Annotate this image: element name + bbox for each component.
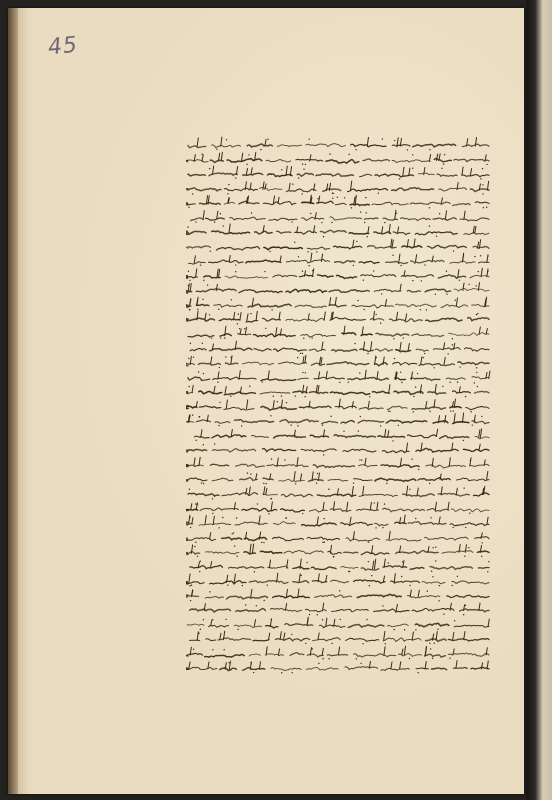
manuscript-line	[186, 616, 491, 631]
manuscript-line	[186, 310, 491, 325]
manuscript-line	[186, 529, 491, 544]
manuscript-line	[186, 369, 491, 384]
manuscript-line	[186, 151, 491, 166]
manuscript-line	[186, 601, 491, 616]
manuscript-line	[186, 412, 491, 427]
manuscript-line	[186, 325, 491, 340]
facing-page-edge	[526, 0, 552, 800]
manuscript-page	[8, 8, 524, 794]
manuscript-line	[186, 485, 491, 500]
manuscript-line	[186, 572, 491, 587]
manuscript-line	[186, 398, 491, 413]
handwritten-text-block	[186, 136, 491, 674]
manuscript-line	[186, 223, 491, 238]
manuscript-line	[186, 267, 491, 282]
manuscript-line	[186, 136, 491, 151]
manuscript-line	[186, 659, 491, 674]
manuscript-line	[186, 645, 491, 660]
manuscript-line	[186, 500, 491, 515]
manuscript-line	[186, 252, 491, 267]
manuscript-line	[186, 354, 491, 369]
manuscript-line	[186, 543, 491, 558]
manuscript-line	[186, 165, 491, 180]
manuscript-line	[186, 209, 491, 224]
manuscript-line	[186, 456, 491, 471]
manuscript-line	[186, 180, 491, 195]
binding-gutter	[8, 8, 18, 794]
folio-number: 45	[46, 32, 80, 61]
manuscript-line	[186, 587, 491, 602]
manuscript-line	[186, 514, 491, 529]
manuscript-line	[186, 383, 491, 398]
manuscript-line	[186, 630, 491, 645]
manuscript-line	[186, 296, 491, 311]
manuscript-line	[186, 340, 491, 355]
manuscript-line	[186, 427, 491, 442]
manuscript-line	[186, 238, 491, 253]
manuscript-line	[186, 281, 491, 296]
manuscript-line	[186, 441, 491, 456]
manuscript-line	[186, 470, 491, 485]
manuscript-line	[186, 194, 491, 209]
manuscript-line	[186, 558, 491, 573]
